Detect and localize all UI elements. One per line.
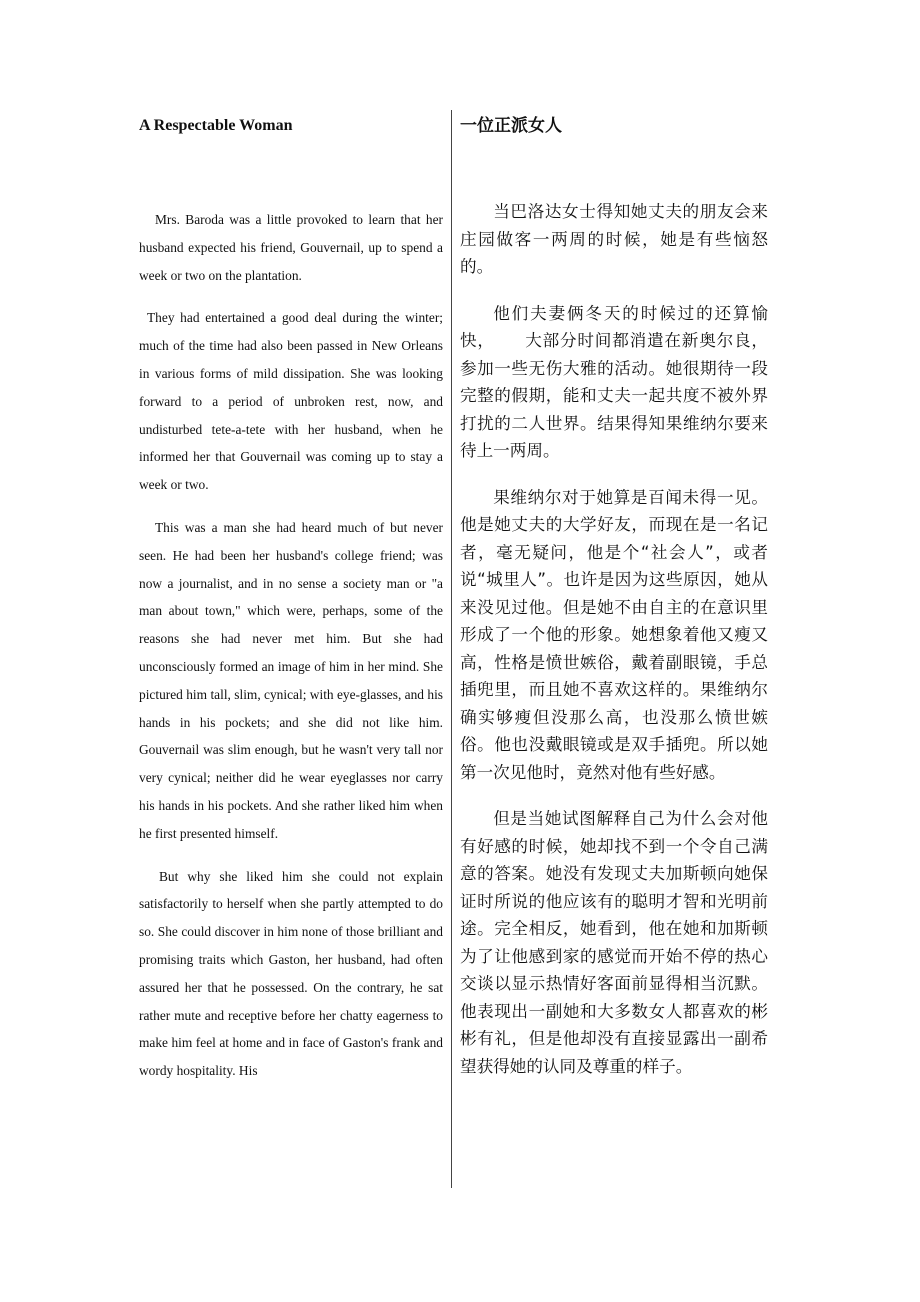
chinese-paragraph-4: 但是当她试图解释自己为什么会对他有好感的时候，她却找不到一个令自己满意的答案。她没有发现丈夫加斯顿向她保证时所说的他应该有的聪明才智和光明前途。完全相反，她看到，他在她和加斯顿为了让他感到家的感觉而开始不停的热心交谈以显示热情好客面前显得相当沉默。他表现出一副她和大多数女人都喜欢的彬彬有礼，但是他却没有直接显露出一副希望获得她的认同及尊重的样子。 <box>460 809 768 1076</box>
english-paragraph-4: But why she liked him she could not explain satisfactorily to herself when she partly attempted to do so. She could discover in him none of those brilliant and promising traits which Gaston, her husband, had often assured her that he possessed. On the contrary, he sat rather mute and receptive before her chatty eagerness to make him feel at home and in face of Gaston's frank and wordy hospitality. His <box>139 868 443 1079</box>
column-divider <box>451 110 452 1188</box>
chinese-paragraph-2: 他们夫妻俩冬天的时候过的还算愉快， 大部分时间都消遣在新奥尔良，参加一些无伤大雅的活动。她很期待一段完整的假期，能和丈夫一起共度不被外界打扰的二人世界。结果得知果维纳尔要来待上一两周。 <box>460 303 768 460</box>
english-column <box>139 115 443 1100</box>
chinese-paragraph-3: 果维纳尔对于她算是百闻未得一见。他是她丈夫的大学好友，而现在是一名记者，毫无疑问，他是个“社会人”，或者说“城里人”。也许是因为这些原因，她从来没见过他。但是她不由自主的在意识里形成了一个他的形象。她想象着他又瘦又高，性格是愤世嫉俗，戴着副眼镜，手总插兜里，而且她不喜欢这样的。果维纳尔确实够瘦但没那么高，也没那么愤世嫉俗。他也没戴眼镜或是双手插兜。所以她第一次见他时，竟然对他有些好感。 <box>460 487 768 782</box>
chinese-column <box>460 113 768 1099</box>
english-paragraph-2: They had entertained a good deal during the winter; much of the time had also been passed in New Orleans in various forms of mild dissipation. She was looking forward to a period of unbroken rest, now, and undisturbed tete-a-tete with her husband, when he informed her that Gouvernail was coming up to stay a week or two. <box>139 310 443 493</box>
english-paragraph-1: Mrs. Baroda was a little provoked to learn that her husband expected his friend, Gouvernail, up to spend a week or two on the plantation. <box>139 212 443 283</box>
english-title: A Respectable Woman <box>139 117 293 134</box>
chinese-paragraph-1: 当巴洛达女士得知她丈夫的朋友会来庄园做客一两周的时候，她是有些恼怒的。 <box>460 202 768 276</box>
chinese-title: 一位正派女人 <box>460 116 562 136</box>
english-paragraph-3: This was a man she had heard much of but never seen. He had been her husband's college friend; was now a journalist, and in no sense a society man or "a man about town," which were, perhaps, some of the reasons she had never met him. But she had unconsciously formed an image of him in her mind. She pictured him tall, slim, cynical; with eye-glasses, and his hands in his pockets; and she did not like him. Gouvernail was slim enough, but he wasn't very tall nor very cynical; neither did he wear eyeglasses nor carry his hands in his pockets. And she rather liked him when he first presented himself. <box>139 519 443 841</box>
